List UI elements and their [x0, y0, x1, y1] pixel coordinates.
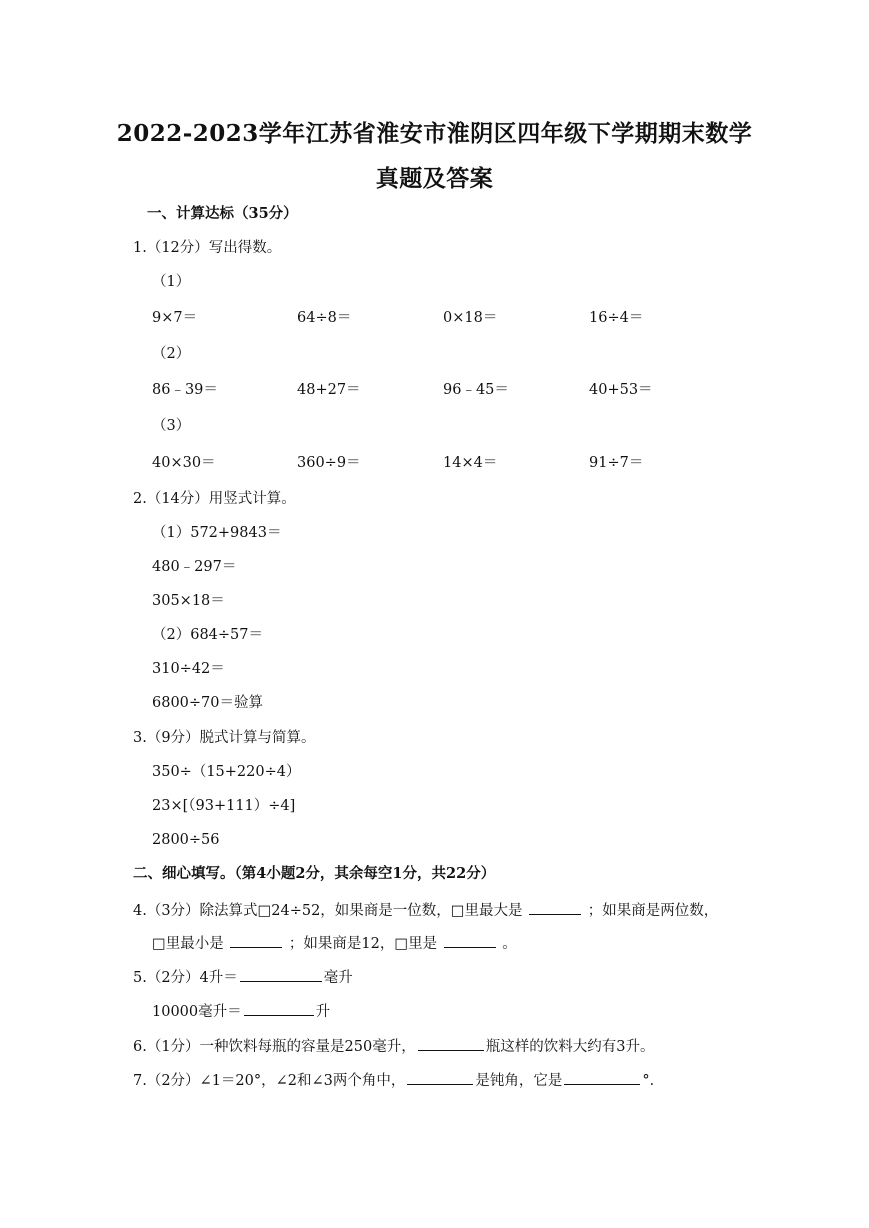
- q1-row3-item: 360÷9＝: [297, 455, 361, 471]
- q3-stem: 3.（9分）脱式计算与简算。: [133, 730, 316, 746]
- q4-text: □里最小是: [152, 936, 224, 952]
- q1-stem: 1.（12分）写出得数。: [133, 240, 282, 256]
- q4-text: 。: [502, 936, 517, 952]
- q1-part-3: （3）: [152, 418, 191, 434]
- q1-row2-item: 48+27＝: [297, 382, 361, 398]
- answer-blank[interactable]: [564, 1069, 640, 1085]
- q4-text: 4.（3分）除法算式□24÷52，如果商是一位数，□里最大是: [133, 903, 523, 919]
- document-title-line-2: 真题及答案: [375, 165, 494, 192]
- q5-text: 5.（2分）4升＝: [133, 970, 238, 986]
- q5-text: 升: [315, 1004, 331, 1020]
- q1-row3-item: 91÷7＝: [589, 455, 644, 471]
- q1-row1-item: 64÷8＝: [297, 310, 352, 326]
- q1-part-2: （2）: [152, 346, 191, 362]
- q1-row1-item: 0×18＝: [443, 310, 498, 326]
- q1-row3-item: 40×30＝: [152, 455, 216, 471]
- q2-line: 310÷42＝: [152, 661, 225, 677]
- q4-line-2: [152, 932, 517, 954]
- q1-row1-item: 9×7＝: [152, 310, 198, 326]
- q1-row1-item: 16÷4＝: [589, 310, 644, 326]
- q7-text: 7.（2分）∠1＝20°，∠2和∠3两个角中，: [133, 1073, 406, 1089]
- answer-blank[interactable]: [444, 932, 496, 948]
- q5-text: 毫升: [323, 970, 353, 986]
- q4-text: ；如果商是两位数，: [587, 903, 719, 919]
- q5-line-1: [133, 966, 353, 988]
- document-title-line-1: 2022-2023学年江苏省淮安市淮阴区四年级下学期期末数学: [116, 120, 753, 147]
- q7-text: °．: [642, 1073, 665, 1089]
- q5-text: 10000毫升＝: [152, 1004, 242, 1020]
- q2-line: 6800÷70＝验算: [152, 695, 264, 711]
- q1-row2-item: 86﹣39＝: [152, 382, 218, 398]
- answer-blank[interactable]: [418, 1035, 484, 1051]
- q1-row2-item: 96﹣45＝: [443, 382, 509, 398]
- q2-line: 480﹣297＝: [152, 559, 237, 575]
- answer-blank[interactable]: [529, 899, 581, 915]
- q4-text: ；如果商是12，□里是: [288, 936, 438, 952]
- answer-blank[interactable]: [407, 1069, 473, 1085]
- q3-line: 23×[（93+111）÷4]: [152, 798, 296, 814]
- q3-line: 350÷（15+220÷4）: [152, 764, 301, 780]
- q2-line: （2）684÷57＝: [152, 627, 264, 643]
- q2-line: 305×18＝: [152, 593, 225, 609]
- q1-row2-item: 40+53＝: [589, 382, 653, 398]
- answer-blank[interactable]: [240, 966, 322, 982]
- q7-text: 是钝角，它是: [475, 1073, 563, 1089]
- q1-part-1: （1）: [152, 274, 191, 290]
- q6-text: 6.（1分）一种饮料每瓶的容量是250毫升，: [133, 1039, 416, 1055]
- q6-text: 瓶这样的饮料大约有3升。: [485, 1039, 655, 1055]
- q7-line: [133, 1069, 664, 1091]
- q6-line: [133, 1035, 654, 1057]
- section-1-heading: 一、计算达标（35分）: [147, 205, 298, 222]
- answer-blank[interactable]: [244, 1000, 314, 1016]
- q3-line: 2800÷56: [152, 832, 220, 848]
- answer-blank[interactable]: [230, 932, 282, 948]
- q2-stem: 2.（14分）用竖式计算。: [133, 491, 296, 507]
- q1-row3-item: 14×4＝: [443, 455, 498, 471]
- q5-line-2: [152, 1000, 330, 1022]
- q2-line: （1）572+9843＝: [152, 525, 282, 541]
- q4-line-1: [133, 899, 718, 921]
- section-2-heading: 二、细心填写。（第4小题2分，其余每空1分，共22分）: [133, 865, 496, 882]
